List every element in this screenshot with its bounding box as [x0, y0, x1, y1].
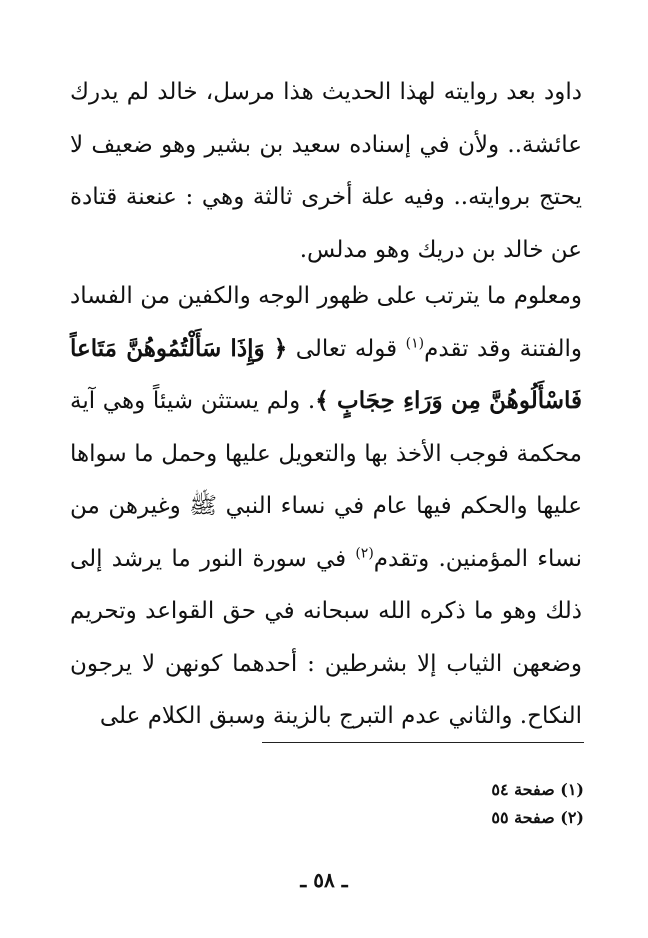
footnote-divider	[262, 742, 584, 743]
page-number: ـ ٥٨ ـ	[300, 868, 348, 892]
quran-verse: ﴿ وَإِذَا سَأَلْتُمُوهُنَّ مَتَاعاً فَاسْأَلُوهُنَّ مِن وَرَاءِ حِجَابٍ ﴾	[70, 334, 582, 414]
footnote-2: (٢) صفحة ٥٥	[491, 808, 584, 827]
paragraph-1	[70, 66, 582, 276]
footnote-1: (١) صفحة ٥٤	[491, 780, 584, 799]
paragraph-2-closing: في سورة النور ما يرشد إلى ذلك وهو ما ذكره الله سبحانه في حق القواعد وتحريم وضعهن الثياب إلا بشرطين : أحدهما كونهن لا يرجون النكاح. والثاني عدم التبرج بالزينة وسبق الكلام على	[70, 545, 582, 729]
paragraph-2-intro-quote: قوله تعالى	[287, 335, 406, 362]
footnote-ref-2: (٢)	[355, 544, 374, 561]
paragraph-2-opening: ومعلوم ما يترتب على ظهور الوجه والكفين من الفساد والفتنة وقد تقدم	[70, 283, 583, 362]
paragraph-1-text: داود بعد روايته لهذا الحديث هذا مرسل، خالد لم يدرك عائشة.. ولأن في إسناده سعيد بن بشير وهو ضعيف لا يحتج بروايته.. وفيه علة أخرى ثالثة وهي : عنعنة قتادة عن خالد بن دريك وهو مدلس.	[70, 79, 582, 263]
paragraph-2-middle: . ولم يستثن شيئاً وهي آية محكمة فوجب الأخذ بها والتعويل عليها وحمل ما سواها عليها والحكم فيها عام في نساء النبي ﷺ وغيرهن من نساء المؤمنين. وتقدم	[70, 388, 582, 572]
paragraph-2	[70, 270, 582, 743]
footnote-ref-1: (١)	[405, 334, 425, 351]
